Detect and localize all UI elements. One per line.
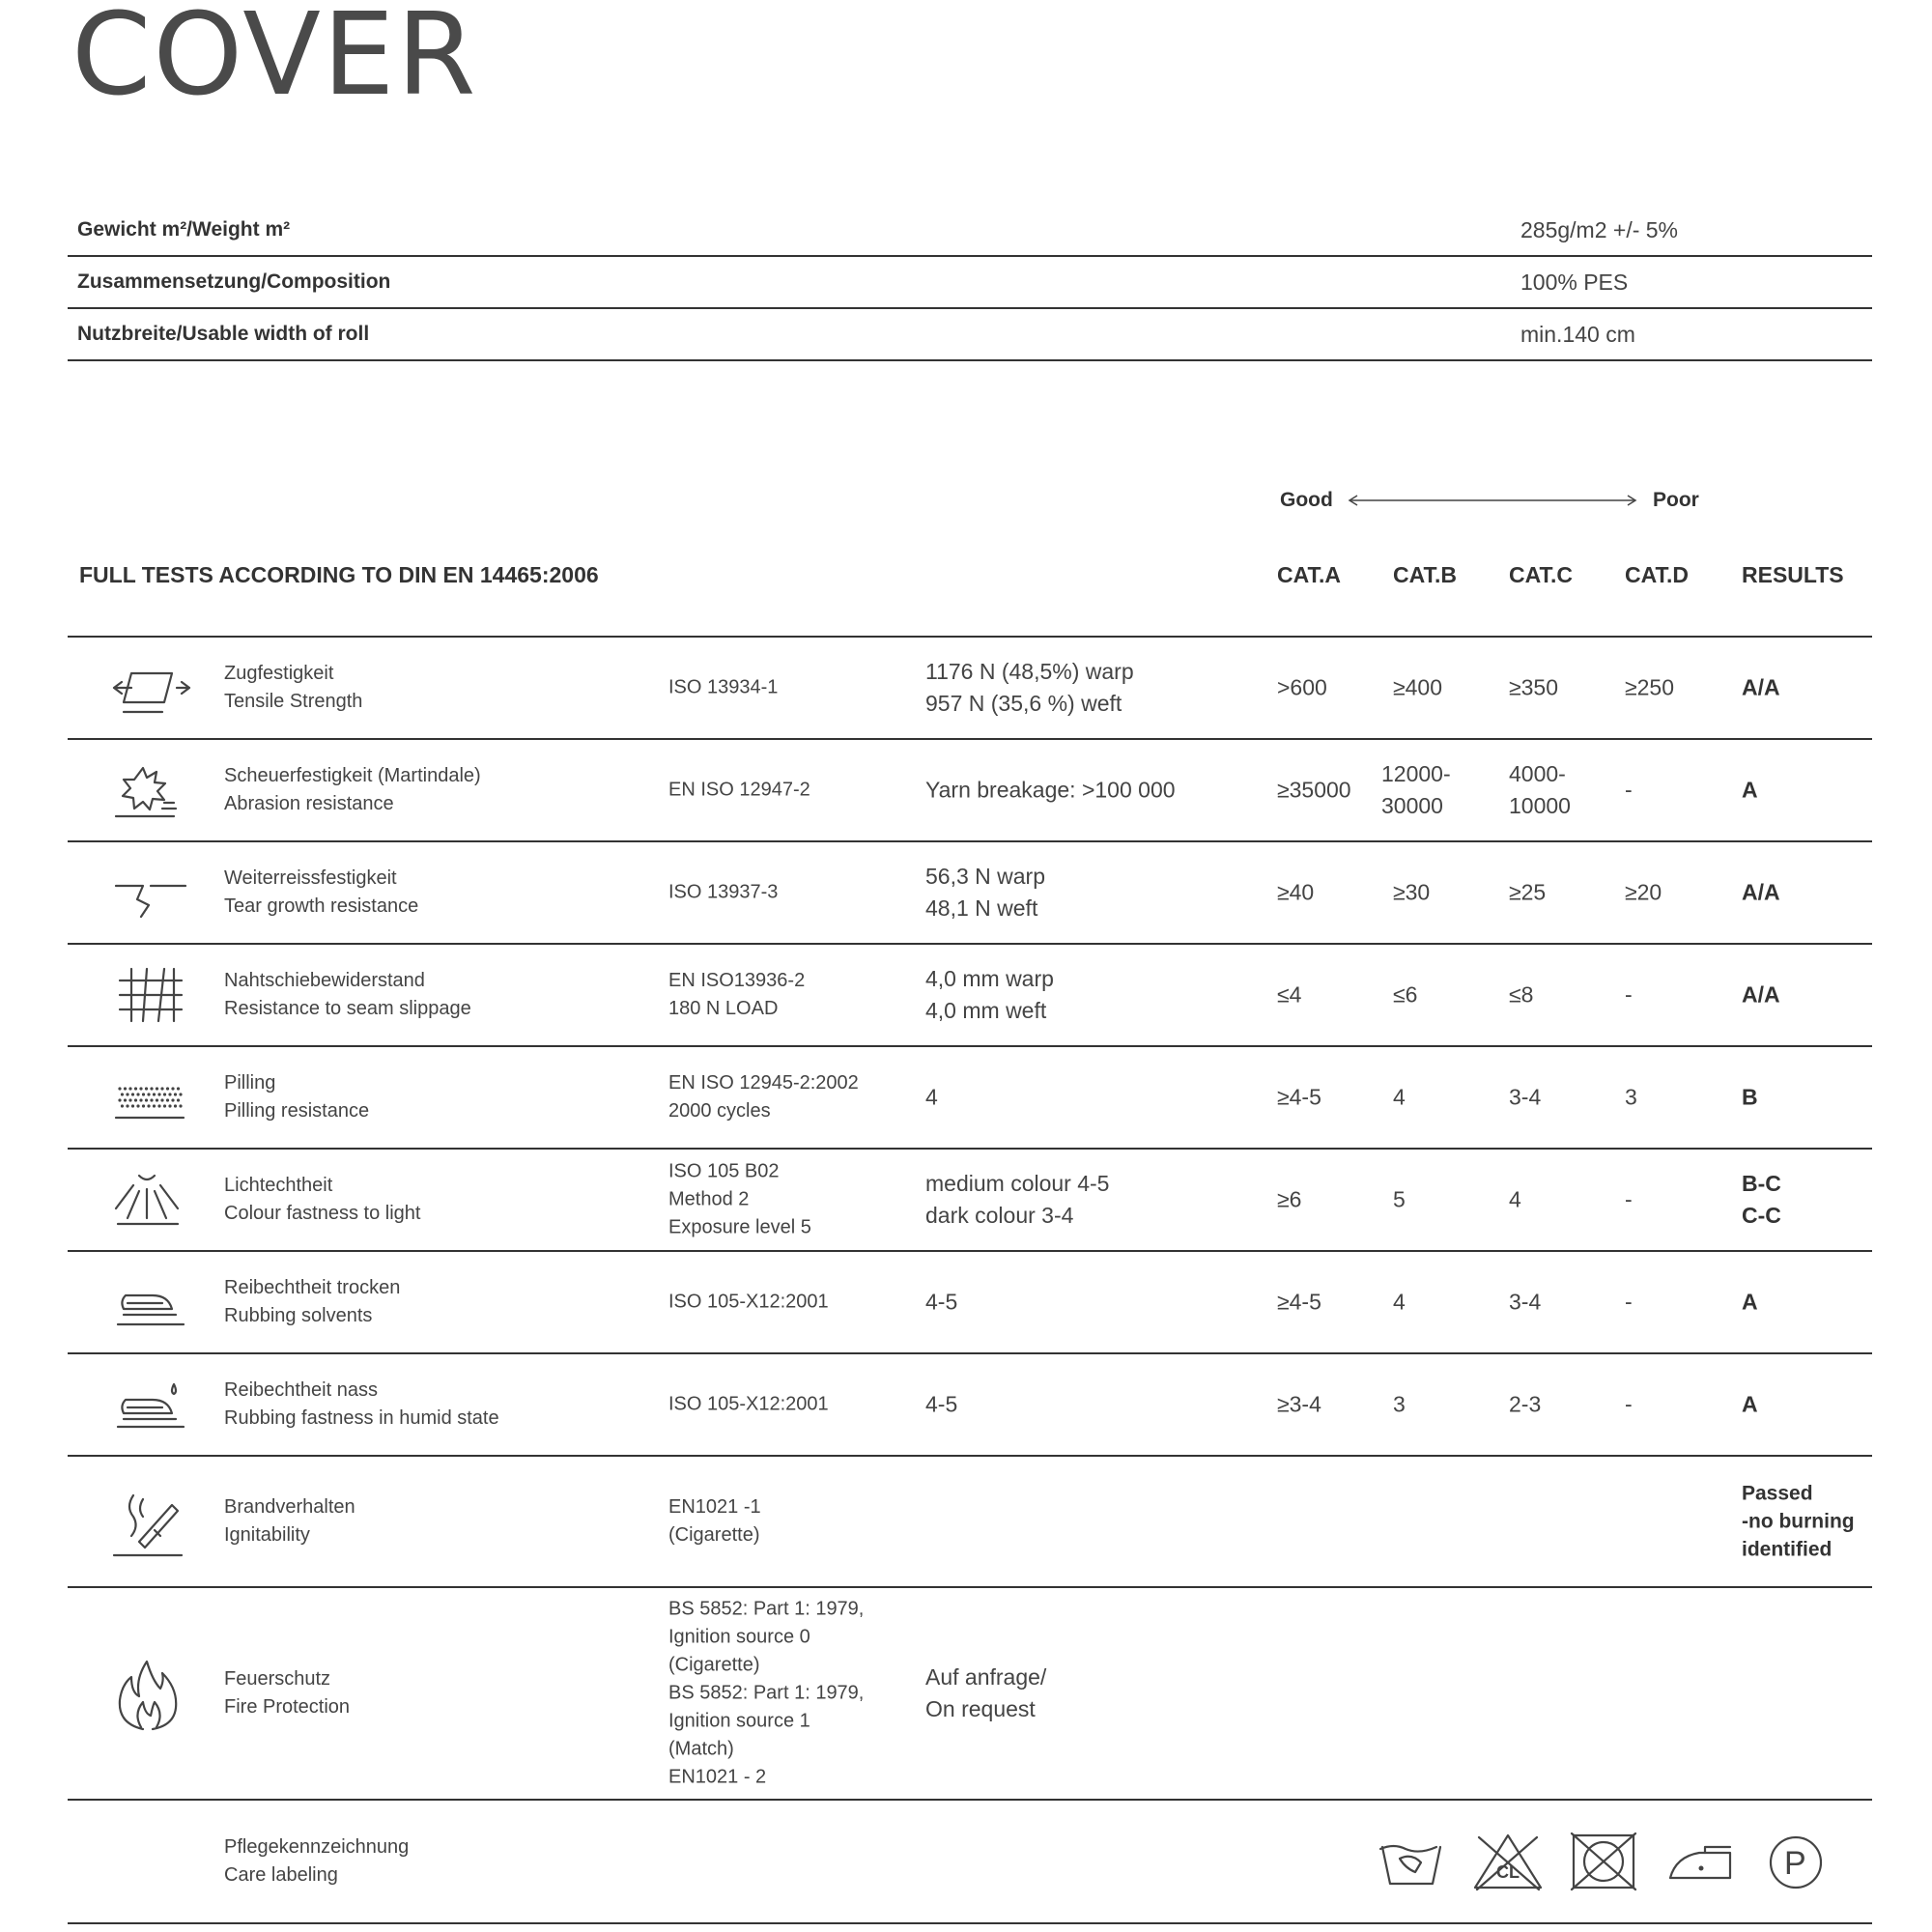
test-standard [668, 1069, 859, 1125]
test-name [224, 1274, 400, 1330]
light-fastness-icon [104, 1156, 191, 1243]
standard-line: ISO 105 B02 [668, 1160, 780, 1182]
test-name-en: Colour fastness to light [224, 1203, 421, 1224]
test-standard [668, 1596, 864, 1792]
value-line: 4-5 [925, 1289, 958, 1315]
fire-protection-icon [104, 1650, 191, 1737]
scale-poor-label: Poor [1653, 489, 1699, 511]
rubbing-dry-icon [104, 1259, 191, 1346]
value-line: Auf anfrage/ [925, 1664, 1047, 1690]
test-name-en: Fire Protection [224, 1696, 351, 1718]
cat-b-value: 5 [1393, 1186, 1406, 1212]
standard-line: Ignition source 1 [668, 1710, 810, 1732]
table-row [68, 638, 1872, 740]
test-name [224, 967, 471, 1023]
col-cat-a: CAT.A [1277, 562, 1342, 587]
cat-b-value: ≤6 [1393, 981, 1418, 1008]
result-value [1742, 775, 1758, 807]
dry-clean-p-icon [1763, 1830, 1833, 1897]
test-name [224, 1069, 369, 1125]
cat-line: 10000 [1509, 793, 1571, 818]
test-name [224, 1377, 499, 1433]
standard-line: (Match) [668, 1738, 734, 1760]
care-name-de: Pflegekennzeichnung [224, 1836, 410, 1858]
care-name-en: Care labeling [224, 1864, 338, 1886]
test-name [224, 1172, 420, 1228]
test-value [925, 861, 1045, 924]
test-name-en: Pilling resistance [224, 1100, 370, 1122]
standard-line: 180 N LOAD [668, 998, 779, 1019]
test-standard [668, 1391, 829, 1419]
test-name-en: Rubbing fastness in humid state [224, 1407, 499, 1429]
cat-a-value: ≥6 [1277, 1186, 1302, 1212]
seam-slippage-icon [104, 952, 191, 1038]
test-standard [668, 1158, 811, 1242]
test-name [224, 762, 481, 818]
cat-b-value: 3 [1393, 1391, 1406, 1417]
spec-value: 100% PES [1520, 270, 1629, 295]
no-chlorine-bleach-icon [1473, 1830, 1543, 1897]
table-header-title: FULL TESTS ACCORDING TO DIN EN 14465:2006 [79, 562, 599, 587]
svg-text:P: P [1784, 1845, 1806, 1882]
test-name [224, 1493, 355, 1549]
standard-line: BS 5852: Part 1: 1979, [668, 1682, 865, 1704]
test-name-en: Rubbing solvents [224, 1305, 373, 1326]
result-line: C-C [1742, 1203, 1781, 1228]
standard-line: EN1021 -1 [668, 1496, 761, 1518]
value-line: 4,0 mm weft [925, 998, 1047, 1023]
test-standard [668, 777, 810, 805]
standard-line: (Cigarette) [668, 1524, 760, 1546]
test-name-en: Ignitability [224, 1524, 310, 1546]
test-name-de: Nahtschiebewiderstand [224, 970, 425, 991]
cat-d-value: 3 [1625, 1084, 1637, 1110]
standard-line: BS 5852: Part 1: 1979, [668, 1598, 865, 1620]
table-row [68, 1354, 1872, 1457]
result-value [1742, 1480, 1855, 1564]
care-labeling-row [68, 1801, 1872, 1924]
test-value [925, 1287, 957, 1319]
spec-row-width [68, 309, 1872, 361]
pilling-icon [104, 1054, 191, 1141]
tear-growth-icon [104, 849, 191, 936]
result-line: identified [1742, 1538, 1833, 1561]
spec-list [68, 205, 1872, 361]
standard-line: EN ISO 12947-2 [668, 779, 810, 801]
table-row [68, 1150, 1872, 1252]
table-row [68, 1588, 1872, 1801]
value-line: 56,3 N warp [925, 864, 1046, 889]
standard-line: EN1021 - 2 [668, 1766, 767, 1788]
standard-line: Method 2 [668, 1188, 750, 1210]
page-title: COVER [71, 0, 478, 121]
standard-line: ISO 13934-1 [668, 676, 779, 698]
abrasion-icon [104, 747, 191, 834]
value-line: On request [925, 1696, 1036, 1721]
table-row [68, 1252, 1872, 1354]
cat-b-value: 4 [1393, 1084, 1406, 1110]
cat-b-value: 4 [1393, 1289, 1406, 1315]
test-name-en: Tear growth resistance [224, 895, 419, 917]
test-value [925, 775, 1176, 807]
result-value [1742, 877, 1780, 909]
value-line: 4,0 mm warp [925, 966, 1054, 991]
table-row [68, 1457, 1872, 1588]
result-value [1742, 672, 1780, 704]
spec-row-weight [68, 205, 1872, 257]
standard-line: EN ISO 12945-2:2002 [668, 1072, 859, 1094]
result-line: -no burning [1742, 1510, 1855, 1533]
no-tumble-dry-icon [1570, 1830, 1639, 1897]
test-name-en: Tensile Strength [224, 691, 363, 712]
result-line: A/A [1742, 981, 1780, 1008]
ignitability-icon [104, 1478, 191, 1565]
test-name-de: Reibechtheit nass [224, 1379, 378, 1401]
test-name-de: Pilling [224, 1072, 276, 1094]
cat-d-value: - [1625, 1186, 1633, 1212]
standard-line: ISO 105-X12:2001 [668, 1291, 829, 1313]
test-name [224, 865, 418, 921]
cat-c-value: 3-4 [1509, 1289, 1542, 1315]
cat-a-value: ≥35000 [1277, 777, 1351, 803]
cat-a-value: ≥4-5 [1277, 1084, 1321, 1110]
value-line: 957 N (35,6 %) weft [925, 691, 1122, 716]
test-value [925, 1389, 957, 1421]
cat-c-value [1509, 758, 1571, 822]
result-value [1742, 1389, 1758, 1421]
cat-a-value: ≥3-4 [1277, 1391, 1321, 1417]
table-row [68, 945, 1872, 1047]
cat-c-value: ≥25 [1509, 879, 1547, 905]
cat-d-value: - [1625, 1391, 1633, 1417]
table-row [68, 842, 1872, 945]
test-value [925, 963, 1054, 1027]
cat-b-value [1381, 758, 1451, 822]
spec-value: min.140 cm [1520, 322, 1635, 347]
cat-a-value: ≥40 [1277, 879, 1315, 905]
spec-value: 285g/m2 +/- 5% [1520, 217, 1679, 242]
value-line: medium colour 4-5 [925, 1171, 1110, 1196]
col-cat-b: CAT.B [1393, 562, 1458, 587]
standard-line: ISO 105-X12:2001 [668, 1393, 829, 1415]
result-value [1742, 980, 1780, 1011]
test-standard [668, 1493, 761, 1549]
table-row [68, 1047, 1872, 1150]
cat-c-value: 4 [1509, 1186, 1521, 1212]
col-cat-d: CAT.D [1625, 562, 1690, 587]
result-value [1742, 1082, 1758, 1114]
result-line: B-C [1742, 1171, 1781, 1196]
cat-d-value: ≥20 [1625, 879, 1662, 905]
spec-label: Gewicht m²/Weight m² [77, 218, 291, 241]
hand-wash-icon [1377, 1830, 1446, 1897]
scale-good-label: Good [1280, 489, 1333, 511]
test-standard [668, 967, 805, 1023]
value-line: 1176 N (48,5%) warp [925, 659, 1134, 684]
standard-line: Ignition source 0 [668, 1626, 810, 1648]
test-name [224, 1665, 350, 1721]
result-value [1742, 1168, 1781, 1232]
spec-row-composition [68, 257, 1872, 309]
table-row [68, 740, 1872, 842]
cat-line: 30000 [1381, 793, 1443, 818]
standard-line: Exposure level 5 [668, 1216, 811, 1238]
test-value [925, 1082, 938, 1114]
rubbing-wet-icon [104, 1361, 191, 1448]
value-line: Yarn breakage: >100 000 [925, 777, 1176, 803]
double-arrow-icon [1348, 493, 1637, 508]
value-line: 48,1 N weft [925, 895, 1038, 921]
cat-line: 4000- [1509, 761, 1566, 786]
care-label-name [224, 1833, 409, 1889]
cat-d-value: - [1625, 777, 1633, 803]
test-name-de: Weiterreissfestigkeit [224, 867, 397, 889]
cat-d-value: ≥250 [1625, 674, 1674, 700]
cat-d-value: - [1625, 1289, 1633, 1315]
cat-b-value: ≥400 [1393, 674, 1442, 700]
result-line: Passed [1742, 1482, 1813, 1505]
cat-a-value: >600 [1277, 674, 1327, 700]
col-results: RESULTS [1742, 562, 1844, 587]
test-standard [668, 1289, 829, 1317]
standard-line: (Cigarette) [668, 1654, 760, 1676]
test-value [925, 1662, 1046, 1725]
result-line: A [1742, 1391, 1758, 1417]
cat-c-value: ≥350 [1509, 674, 1558, 700]
good-poor-scale [1280, 489, 1699, 518]
test-name-de: Zugfestigkeit [224, 663, 334, 684]
result-line: A/A [1742, 879, 1780, 905]
test-value [925, 1168, 1109, 1232]
test-name-de: Scheuerfestigkeit (Martindale) [224, 765, 481, 786]
test-table [68, 636, 1872, 1924]
cat-a-value: ≥4-5 [1277, 1289, 1321, 1315]
spec-label: Zusammensetzung/Composition [77, 270, 391, 293]
result-line: A/A [1742, 674, 1780, 700]
value-line: 4 [925, 1084, 938, 1110]
standard-line: 2000 cycles [668, 1100, 771, 1122]
spec-label: Nutzbreite/Usable width of roll [77, 323, 370, 345]
svg-text:CL: CL [1496, 1862, 1520, 1882]
cat-a-value: ≤4 [1277, 981, 1302, 1008]
test-name-de: Brandverhalten [224, 1496, 355, 1518]
result-line: B [1742, 1084, 1758, 1110]
cat-d-value: - [1625, 981, 1633, 1008]
result-line: A [1742, 1289, 1758, 1315]
result-line: A [1742, 777, 1758, 803]
test-value [925, 656, 1134, 720]
test-name-de: Lichtechtheit [224, 1175, 333, 1196]
test-standard [668, 674, 778, 702]
tensile-strength-icon [104, 644, 191, 731]
result-value [1742, 1287, 1758, 1319]
iron-low-icon [1666, 1830, 1736, 1897]
value-line: dark colour 3-4 [925, 1203, 1074, 1228]
cat-c-value: 2-3 [1509, 1391, 1542, 1417]
cat-c-value: ≤8 [1509, 981, 1534, 1008]
test-name-en: Abrasion resistance [224, 793, 394, 814]
test-name-en: Resistance to seam slippage [224, 998, 471, 1019]
cat-c-value: 3-4 [1509, 1084, 1542, 1110]
test-name [224, 660, 362, 716]
cat-b-value: ≥30 [1393, 879, 1431, 905]
test-name-de: Feuerschutz [224, 1668, 331, 1690]
table-header [68, 562, 1872, 601]
test-standard [668, 879, 778, 907]
standard-line: EN ISO13936-2 [668, 970, 806, 991]
cat-line: 12000- [1381, 761, 1451, 786]
test-name-de: Reibechtheit trocken [224, 1277, 401, 1298]
col-cat-c: CAT.C [1509, 562, 1574, 587]
standard-line: ISO 13937-3 [668, 881, 779, 903]
value-line: 4-5 [925, 1391, 958, 1417]
